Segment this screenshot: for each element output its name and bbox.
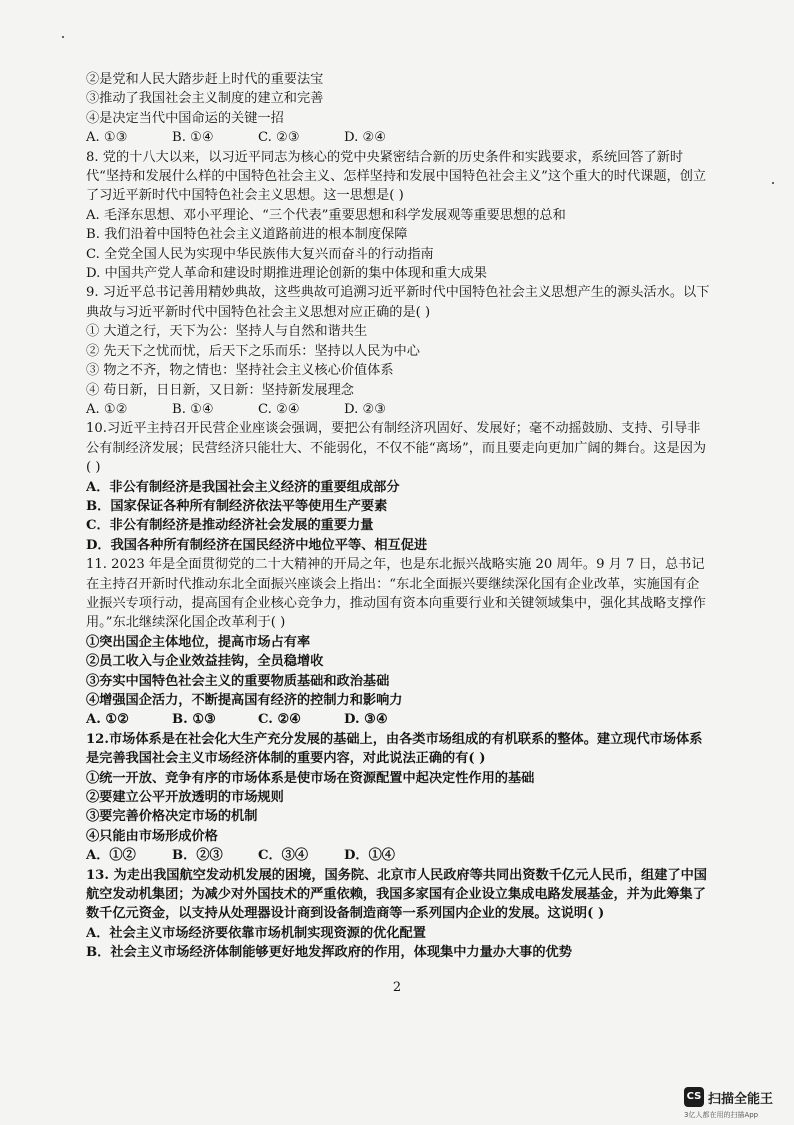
q12-item-4: ④只能由市场形成价格	[86, 828, 218, 844]
q10-option-d: D．我国各种所有制经济在国民经济中地位平等、相互促进	[86, 537, 428, 553]
q9-item-4: ④ 苟日新，日日新，又日新：坚持新发展理念	[86, 382, 354, 398]
q7-option-b: B. ①④	[172, 130, 214, 146]
q10-stem: 10.习近平主持召开民营企业座谈会强调，要把公有制经济巩固好、发展好；毫不动摇鼓励、支持、引导非公有制经济发展；民营经济只能壮大、不能弱化，不仅不能“离场”，而且要走向更加广阔的舞台。这是因为( )	[86, 421, 707, 476]
q11-item-2: ②员工收入与企业效益挂钩，全员稳增收	[86, 654, 324, 670]
q9-option-d: D. ②③	[344, 401, 387, 417]
q10-option-b: B．国家保证各种所有制经济依法平等使用生产要素	[86, 498, 388, 514]
q12-item-2: ②要建立公平开放透明的市场规则	[86, 790, 284, 806]
q12-options	[86, 846, 710, 865]
q7-item-4: ④是决定当代中国命运的关键一招	[86, 110, 284, 126]
q9-options	[86, 400, 710, 419]
q11-item-4: ④增强国企活力，不断提高国有经济的控制力和影响力	[86, 693, 403, 708]
q8-option-c: C. 全党全国人民为实现中华民族伟大复兴而奋斗的行动指南	[86, 246, 434, 262]
q12-item-1: ①统一开放、竞争有序的市场体系是使市场在资源配置中起决定性作用的基础	[86, 770, 535, 786]
q13-stem: 13. 为走出我国航空发动机发展的困境，国务院、北京市人民政府等共同出资数千亿元人民币，组建了中国航空发动机集团；为减少对外国技术的严重依赖，我国多家国有企业设立集成电路发展基金，并为此筹集了数千亿元资金，以支持从处理器设计商到设备制造商等一系列国内企业的发展。这说明( )	[86, 867, 707, 922]
q7-option-a: A. ①③	[86, 130, 128, 146]
q9-item-2: ② 先天下之忧而忧，后天下之乐而乐：坚持以人民为中心	[86, 343, 420, 359]
q7-item-3: ③推动了我国社会主义制度的建立和完善	[86, 91, 324, 107]
q11-option-c: C. ②④	[258, 712, 302, 728]
q12-option-c: C．③④	[258, 848, 309, 864]
scan-speck	[62, 36, 64, 38]
camscanner-logo-icon: CS	[684, 1087, 704, 1107]
q11-option-a: A. ①②	[86, 712, 130, 728]
exam-content	[86, 70, 710, 963]
q9-option-c: C. ②④	[258, 401, 300, 417]
q12-option-b: B．②③	[172, 848, 223, 864]
q12-item-3: ③要完善价格决定市场的机制	[86, 809, 258, 825]
q12-stem: 12.市场体系是在社会化大生产充分发展的基础上，由各类市场组成的有机联系的整体。建立现代市场体系是完善我国社会主义市场经济体制的重要内容，对此说法正确的有( )	[86, 731, 703, 767]
q7-option-c: C. ②③	[258, 130, 300, 146]
q9-option-b: B. ①④	[172, 401, 214, 417]
q11-option-d: D. ③④	[344, 712, 388, 728]
q8-option-a: A. 毛泽东思想、邓小平理论、“三个代表”重要思想和科学发展观等重要思想的总和	[86, 207, 566, 223]
q9-item-1: ① 大道之行，天下为公：坚持人与自然和谐共生	[86, 324, 368, 340]
q8-option-b: B. 我们沿着中国特色社会主义道路前进的根本制度保障	[86, 227, 408, 243]
q7-option-d: D. ②④	[344, 130, 387, 146]
q11-options	[86, 710, 710, 729]
brand-tagline: 3亿人都在用的扫描App	[684, 1111, 759, 1119]
page-number: 2	[392, 980, 402, 995]
q9-item-3: ③ 物之不齐，物之情也：坚持社会主义核心价值体系	[86, 363, 394, 379]
q12-option-a: A．①②	[86, 848, 136, 864]
q7-item-2: ②是党和人民大踏步赶上时代的重要法宝	[86, 72, 324, 87]
q10-option-a: A．非公有制经济是我国社会主义经济的重要组成部分	[86, 479, 400, 495]
scanner-watermark	[684, 1087, 788, 1121]
q9-stem: 9. 习近平总书记善用精妙典故，这些典故可追溯习近平新时代中国特色社会主义思想产生的源头活水。以下典故与习近平新时代中国特色社会主义思想对应正确的是( )	[86, 285, 710, 320]
q11-option-b: B. ①③	[172, 712, 216, 728]
q7-options	[86, 128, 710, 147]
q13-option-a: A．社会主义市场经济要依靠市场机制实现资源的优化配置	[86, 925, 426, 941]
q13-option-b: B．社会主义市场经济体制能够更好地发挥政府的作用，体现集中力量办大事的优势	[86, 945, 572, 961]
q8-option-d: D. 中国共产党人革命和建设时期推进理论创新的集中体现和重大成果	[86, 266, 487, 282]
scan-speck	[772, 182, 774, 184]
q12-option-d: D．①④	[344, 848, 395, 864]
brand-name: 扫描全能王	[708, 1092, 774, 1107]
q10-option-c: C．非公有制经济是推动经济社会发展的重要力量	[86, 518, 374, 534]
q11-item-3: ③夯实中国特色社会主义的重要物质基础和政治基础	[86, 673, 390, 689]
q11-item-1: ①突出国企主体地位，提高市场占有率	[86, 634, 311, 650]
q9-option-a: A. ①②	[86, 401, 128, 417]
q8-stem: 8. 党的十八大以来，以习近平同志为核心的党中央紧密结合新的历史条件和实践要求，系统回答了新时代“坚持和发展什么样的中国特色社会主义、怎样坚持和发展中国特色社会主义”这个重大的时代课题，创立了习近平新时代中国特色社会主义思想。这一思想是( )	[86, 149, 707, 204]
q11-stem: 11. 2023 年是全面贯彻党的二十大精神的开局之年，也是东北振兴战略实施 20 周年。9 月 7 日，总书记在主持召开新时代推动东北全面振兴座谈会上指出：“东北全面振兴要继续深化国有企业改革，实施国有企业振兴专项行动，提高国有企业核心竞争力，推动国有资本向重要行业和关键领域集中，强化其战略支撑作用。”东北继续深化国企改革利于( )	[86, 557, 706, 631]
